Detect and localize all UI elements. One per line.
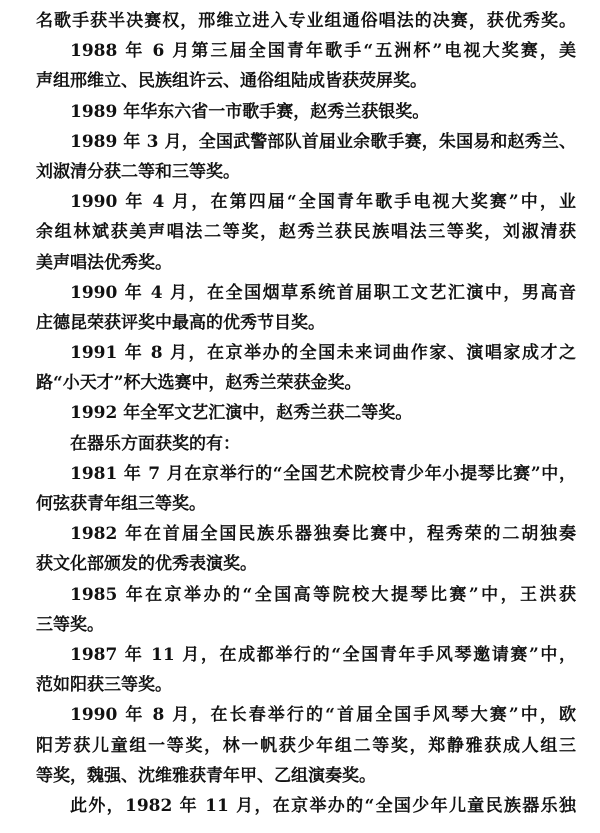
text-line: 此外，1982 年 11 月，在京举办的“全国少年儿童民族器乐独 xyxy=(70,795,576,816)
text-line: 等奖，魏强、沈维雅获青年甲、乙组演奏奖。 xyxy=(36,765,376,786)
text-line: 余组林斌获美声唱法二等奖，赵秀兰获民族唱法三等奖，刘淑清获 xyxy=(36,222,576,243)
text-line: 阳芳获儿童组一等奖，林一帆获少年组二等奖，郑静雅获成人组三 xyxy=(36,735,576,756)
text-line: 庄德昆荣获评奖中最高的优秀节目奖。 xyxy=(36,312,325,333)
text-line: 1990 年 4 月，在全国烟草系统首届职工文艺汇演中，男高音 xyxy=(70,282,576,303)
text-line: 1990 年 4 月，在第四届“全国青年歌手电视大奖赛”中，业 xyxy=(70,192,576,213)
text-line: 范如阳获三等奖。 xyxy=(36,675,172,696)
text-line: 1987 年 11 月，在成都举行的“全国青年手风琴邀请赛”中， xyxy=(70,644,576,665)
text-line: 1988 年 6 月第三届全国青年歌手“五洲杯”电视大奖赛，美 xyxy=(70,41,576,62)
text-line: 名歌手获半决赛权，邢维立进入专业组通俗唱法的决赛，获优秀奖。 xyxy=(36,11,576,31)
text-line: 何弦获青年组三等奖。 xyxy=(36,494,206,514)
text-line: 在器乐方面获奖的有： xyxy=(70,433,240,454)
text-line: 1991 年 8 月，在京举办的全国未来词曲作家、演唱家成才之 xyxy=(70,343,576,364)
text-line: 1985 年在京举办的“全国高等院校大提琴比赛”中，王洪获 xyxy=(70,584,576,605)
text-line: 声组邢维立、民族组许云、通俗组陆成皆获荧屏奖。 xyxy=(36,71,427,92)
text-line: 1981 年 7 月在京举行的“全国艺术院校青少年小提琴比赛”中， xyxy=(70,463,576,484)
text-line: 三等奖。 xyxy=(36,614,104,635)
text-line: 1989 年 3 月，全国武警部队首届业余歌手赛，朱国易和赵秀兰、 xyxy=(70,131,576,152)
text-line: 路“小天才”杯大选赛中，赵秀兰荣获金奖。 xyxy=(36,373,362,394)
text-line: 1990 年 8 月，在长春举行的“首届全国手风琴大赛”中，欧 xyxy=(70,705,576,726)
text-line: 1989 年华东六省一市歌手赛，赵秀兰获银奖。 xyxy=(70,101,430,122)
document-page xyxy=(36,6,576,821)
text-line: 美声唱法优秀奖。 xyxy=(36,252,172,273)
text-line: 1982 年在首届全国民族乐器独奏比赛中，程秀荣的二胡独奏 xyxy=(70,524,576,545)
text-line: 刘淑清分获二等和三等奖。 xyxy=(36,161,240,182)
text-line: 获文化部颁发的优秀表演奖。 xyxy=(36,554,257,575)
text-line: 1992 年全军文艺汇演中，赵秀兰获二等奖。 xyxy=(70,403,413,424)
